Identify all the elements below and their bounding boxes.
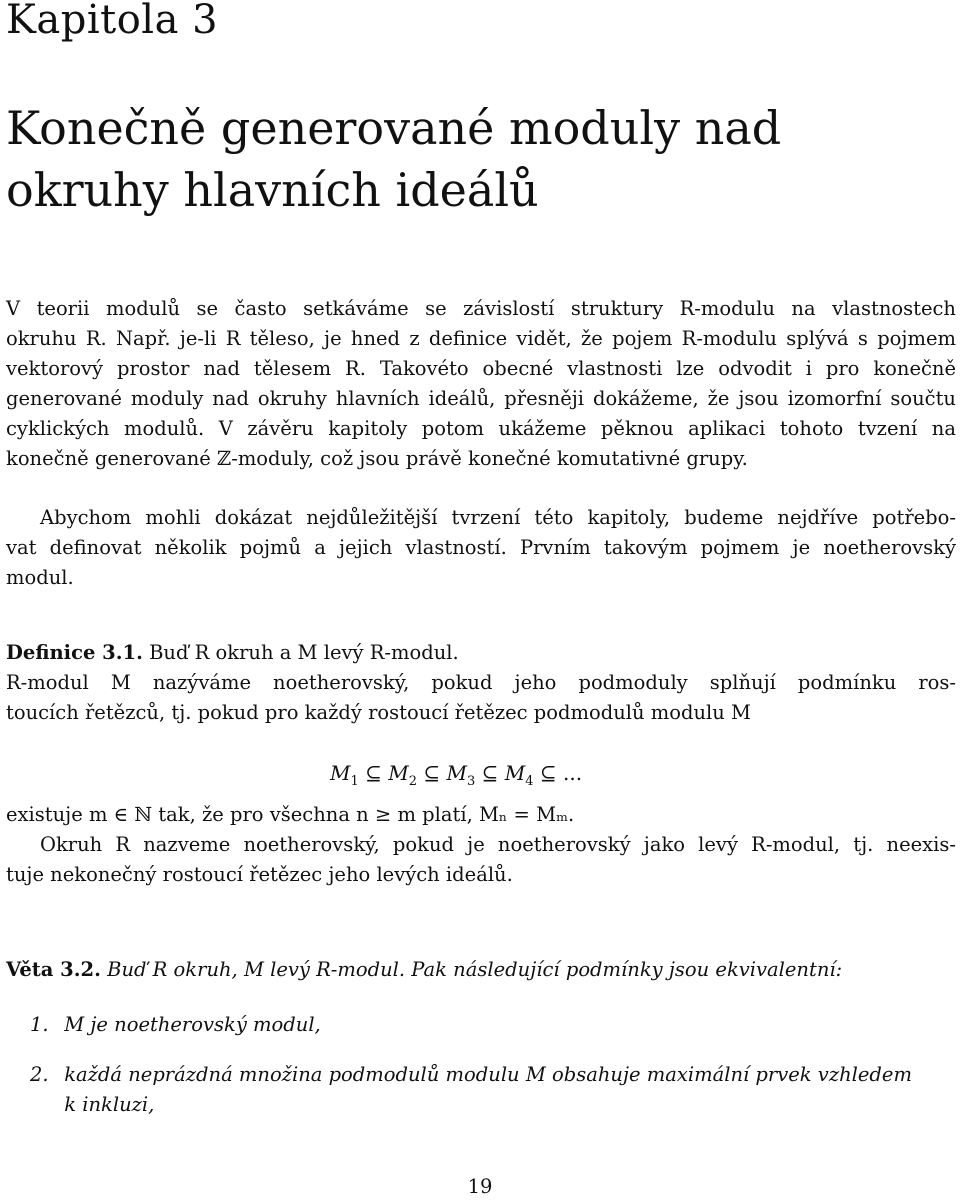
chapter-title-line-2: okruhy hlavních ideálů [6, 163, 539, 217]
theorem-item-2 [30, 1060, 954, 1120]
para2-line-1: Abychom mohli dokázat nejdůležitější tvrzení této kapitoly, budeme nejdříve potřebo- [40, 506, 956, 529]
list-marker: 2. [30, 1063, 49, 1086]
page-number: 19 [467, 1175, 493, 1198]
chapter-title-line-1: Konečně generované moduly nad [6, 101, 782, 155]
definition-line-1: R-modul M nazýváme noetherovský, pokud jeho podmoduly splňují podmínku ros- [6, 671, 956, 694]
intro-line-6: konečně generované ℤ-moduly, což jsou právě konečné komutativné grupy. [6, 447, 748, 470]
chain-formula: $M_1$ ⊆ $M_2$ ⊆ $M_3$ ⊆ $M_4$ ⊆ ... [330, 761, 583, 789]
definition-heading-rest: Buď R okruh a M levý R-modul. [149, 641, 459, 664]
theorem-heading-line [6, 955, 956, 985]
definition-line-2: toucích řetězců, tj. pokud pro každý rostoucí řetězec podmodulů modulu M [6, 701, 752, 724]
para2-line-3: modul. [6, 566, 74, 589]
definition-line-4: Okruh R nazveme noetherovský, pokud je noetherovský jako levý R-modul, tj. neexis- [40, 833, 956, 856]
intro-line-5: cyklických modulů. V závěru kapitoly potom ukážeme pěknou aplikaci tohoto tvzení na [6, 417, 956, 440]
theorem-heading: Věta 3.2. [6, 958, 101, 981]
definition-heading: Definice 3.1. [6, 641, 143, 664]
intro-line-4: generované moduly nad okruhy hlavních ideálů, přesněji dokážeme, že jsou izomorfní součtu [6, 387, 956, 410]
definition-line-5: tuje nekonečný rostoucí řetězec jeho levých ideálů. [6, 863, 513, 886]
intro-paragraph [6, 294, 956, 474]
second-paragraph [6, 503, 956, 593]
intro-line-1: V teorii modulů se často setkáváme se závislostí struktury R-modulu na vlastnostech [6, 297, 956, 320]
definition-block [6, 638, 956, 728]
list-marker: 1. [30, 1013, 49, 1036]
chapter-label: Kapitola 3 [6, 0, 219, 43]
theorem-statement: Buď R okruh, M levý R-modul. Pak následující podmínky jsou ekvivalentní: [107, 958, 843, 981]
definition-line-3: existuje m ∈ ℕ tak, že pro všechna n ≥ m platí, Mₙ = Mₘ. [6, 803, 575, 826]
chapter-title [6, 97, 906, 221]
intro-line-2: okruhu R. Např. je-li R těleso, je hned z definice vidět, že pojem R-modulu splývá s pojmem [6, 327, 956, 350]
para2-line-2: vat definovat několik pojmů a jejich vlastností. Prvním takovým pojmem je noetherovský [6, 536, 956, 559]
theorem-item-1 [30, 1010, 954, 1040]
list-item-text: každá neprázdná množina podmodulů modulu M obsahuje maximální prvek vzhledem k inkluzi, [64, 1063, 912, 1116]
definition-continued [6, 800, 956, 890]
definition-heading-line [6, 638, 956, 668]
list-item-text: M je noetherovský modul, [64, 1013, 321, 1036]
intro-line-3: vektorový prostor nad tělesem R. Takovéto obecné vlastnosti lze odvodit i pro konečně [6, 357, 956, 380]
